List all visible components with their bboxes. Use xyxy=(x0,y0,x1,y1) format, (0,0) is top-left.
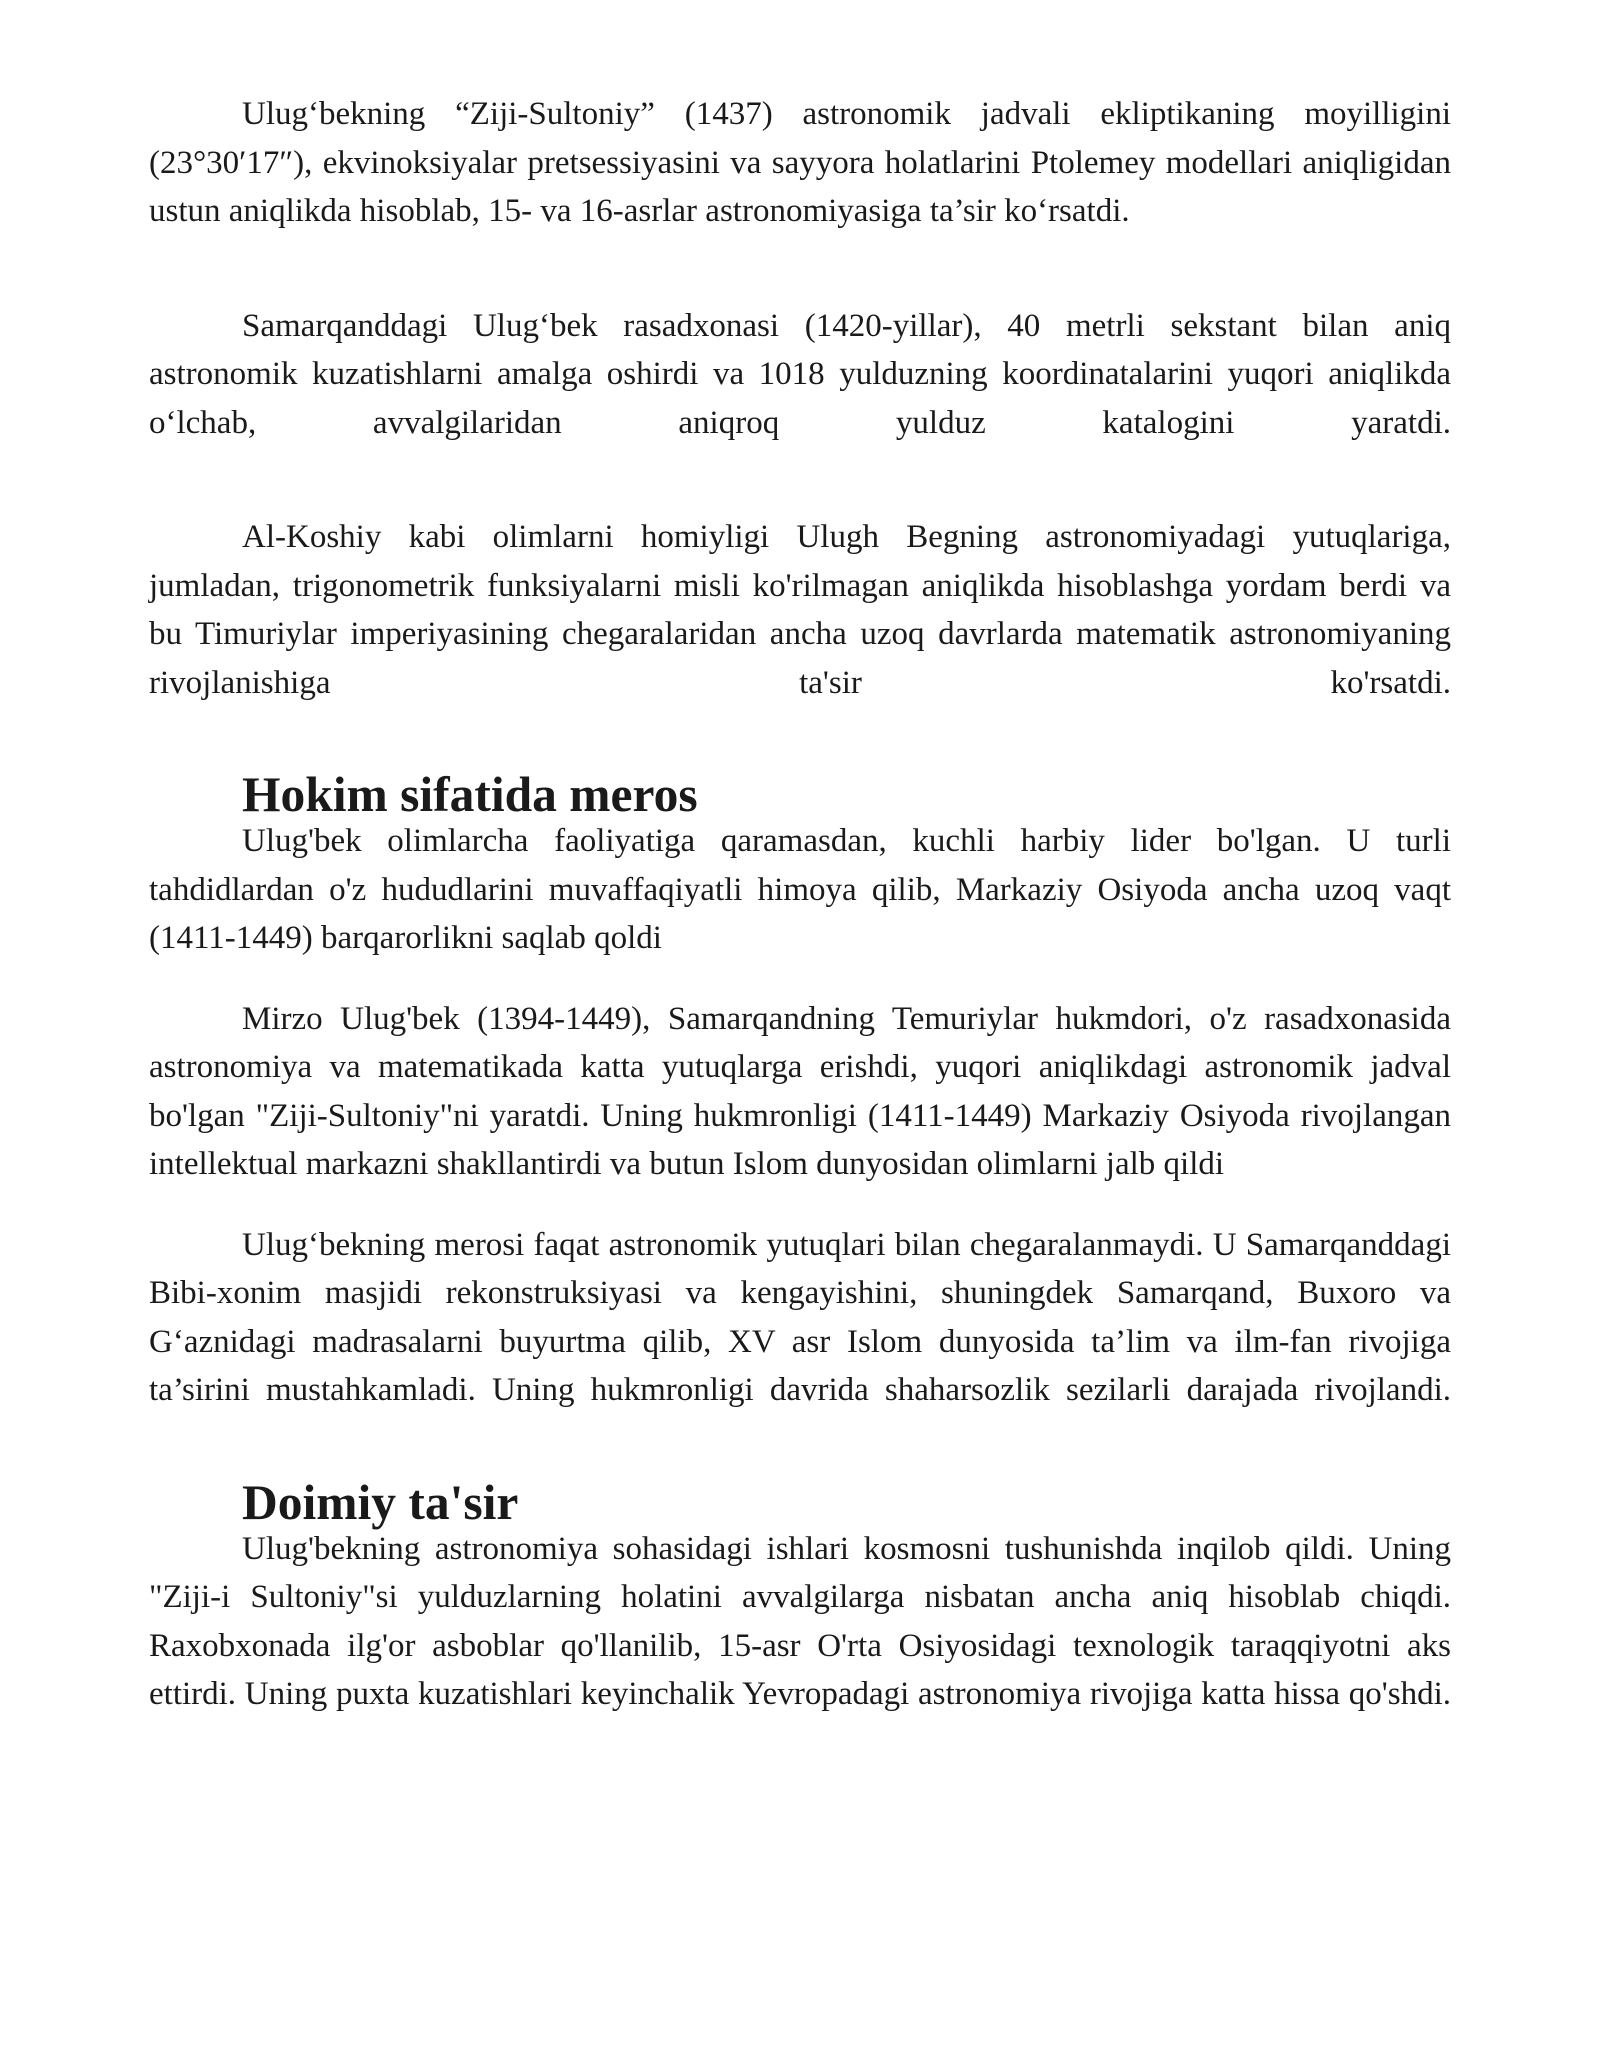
paragraph-lasting-impact: Ulug'bekning astronomiya sohasidagi ishlari kosmosni tushunishda inqilob qildi. Uning "Ziji-i Sultoniy"si yulduzlarning holatini avvalgilarga nisbatan ancha aniq hisoblab chiqdi. Raxobxonada ilg'or asboblar qo'llanilib, 15-asr O'rta Osiyosidagi texnologik taraqqiyotni aks ettirdi. Uning puxta kuzatishlari keyinchalik Yevropadagi astronomiya rivojiga katta hissa qo'shdi. xyxy=(149,1530,1451,1712)
document-page xyxy=(149,90,1451,1719)
paragraph-al-koshiy: Al-Koshiy kabi olimlarni homiyligi Ulugh Begning astronomiyadagi yutuqlariga, jumladan, trigonometrik funksiyalarni misli ko'rilmagan aniqlikda hisoblashga yordam berdi va bu Timuriylar imperiyasining chegaralaridan ancha uzoq davrlarda matematik astronomiyaning rivojlanishiga ta'sir ko'rsatdi. xyxy=(149,519,1451,701)
section-heading-legacy: Hokim sifatida meros xyxy=(242,767,698,822)
paragraph-military-leader: Ulug'bek olimlarcha faoliyatiga qaramasdan, kuchli harbiy lider bo'lgan. U turli tahdidlardan o'z hududlarini muvaffaqiyatli himoya qilib, Markaziy Osiyoda ancha uzoq vaqt (1411-1449) barqarorlikni saqlab qoldi xyxy=(149,823,1451,956)
paragraph-zij-sultoniy: Ulug‘bekning “Ziji-Sultoniy” (1437) astronomik jadvali ekliptikaning moyilligini (23°30′17″), ekvinoksiyalar pretsessiyasini va sayyora holatlarini Ptolemey modellari aniqligidan ustun aniqlikda hisoblab, 15- va 16-asrlar astronomiyasiga ta’sir ko‘rsatdi. xyxy=(149,96,1451,229)
section-heading-impact: Doimiy ta'sir xyxy=(242,1474,519,1530)
paragraph-observatory: Samarqanddagi Ulug‘bek rasadxonasi (1420-yillar), 40 metrli sekstant bilan aniq astronomik kuzatishlarni amalga oshirdi va 1018 yulduzning koordinatalarini yuqori aniqlikda o‘lchab, avvalgilaridan aniqroq yulduz katalogini yaratdi. xyxy=(149,307,1451,441)
paragraph-spacer xyxy=(149,963,1451,995)
section-spacer xyxy=(149,707,1451,773)
paragraph-spacer xyxy=(149,447,1451,513)
paragraph-spacer xyxy=(149,236,1451,302)
paragraph-spacer xyxy=(149,1189,1451,1221)
paragraph-heritage: Ulug‘bekning merosi faqat astronomik yutuqlari bilan chegaralanmaydi. U Samarqanddagi Bibi-xonim masjidi rekonstruksiyasi va kengayishini, shuningdek Samarqand, Buxoro va G‘aznidagi madrasalarni buyurtma qilib, XV asr Islom dunyosida ta’lim va ilm-fan rivojiga ta’sirini mustahkamladi. Uning hukmronligi davrida shaharsozlik sezilarli darajada rivojlandi. xyxy=(149,1226,1451,1408)
paragraph-mirzo-ulugbek: Mirzo Ulug'bek (1394-1449), Samarqandning Temuriylar hukmdori, o'z rasadxonasida astronomiya va matematikada katta yutuqlarga erishdi, yuqori aniqlikdagi astronomik jadval bo'lgan "Ziji-Sultoniy"ni yaratdi. Uning hukmronligi (1411-1449) Markaziy Osiyoda rivojlangan intellektual markazni shakllantirdi va butun Islom dunyosidan olimlarni jalb qildi xyxy=(149,1000,1451,1182)
section-spacer xyxy=(149,1415,1451,1481)
